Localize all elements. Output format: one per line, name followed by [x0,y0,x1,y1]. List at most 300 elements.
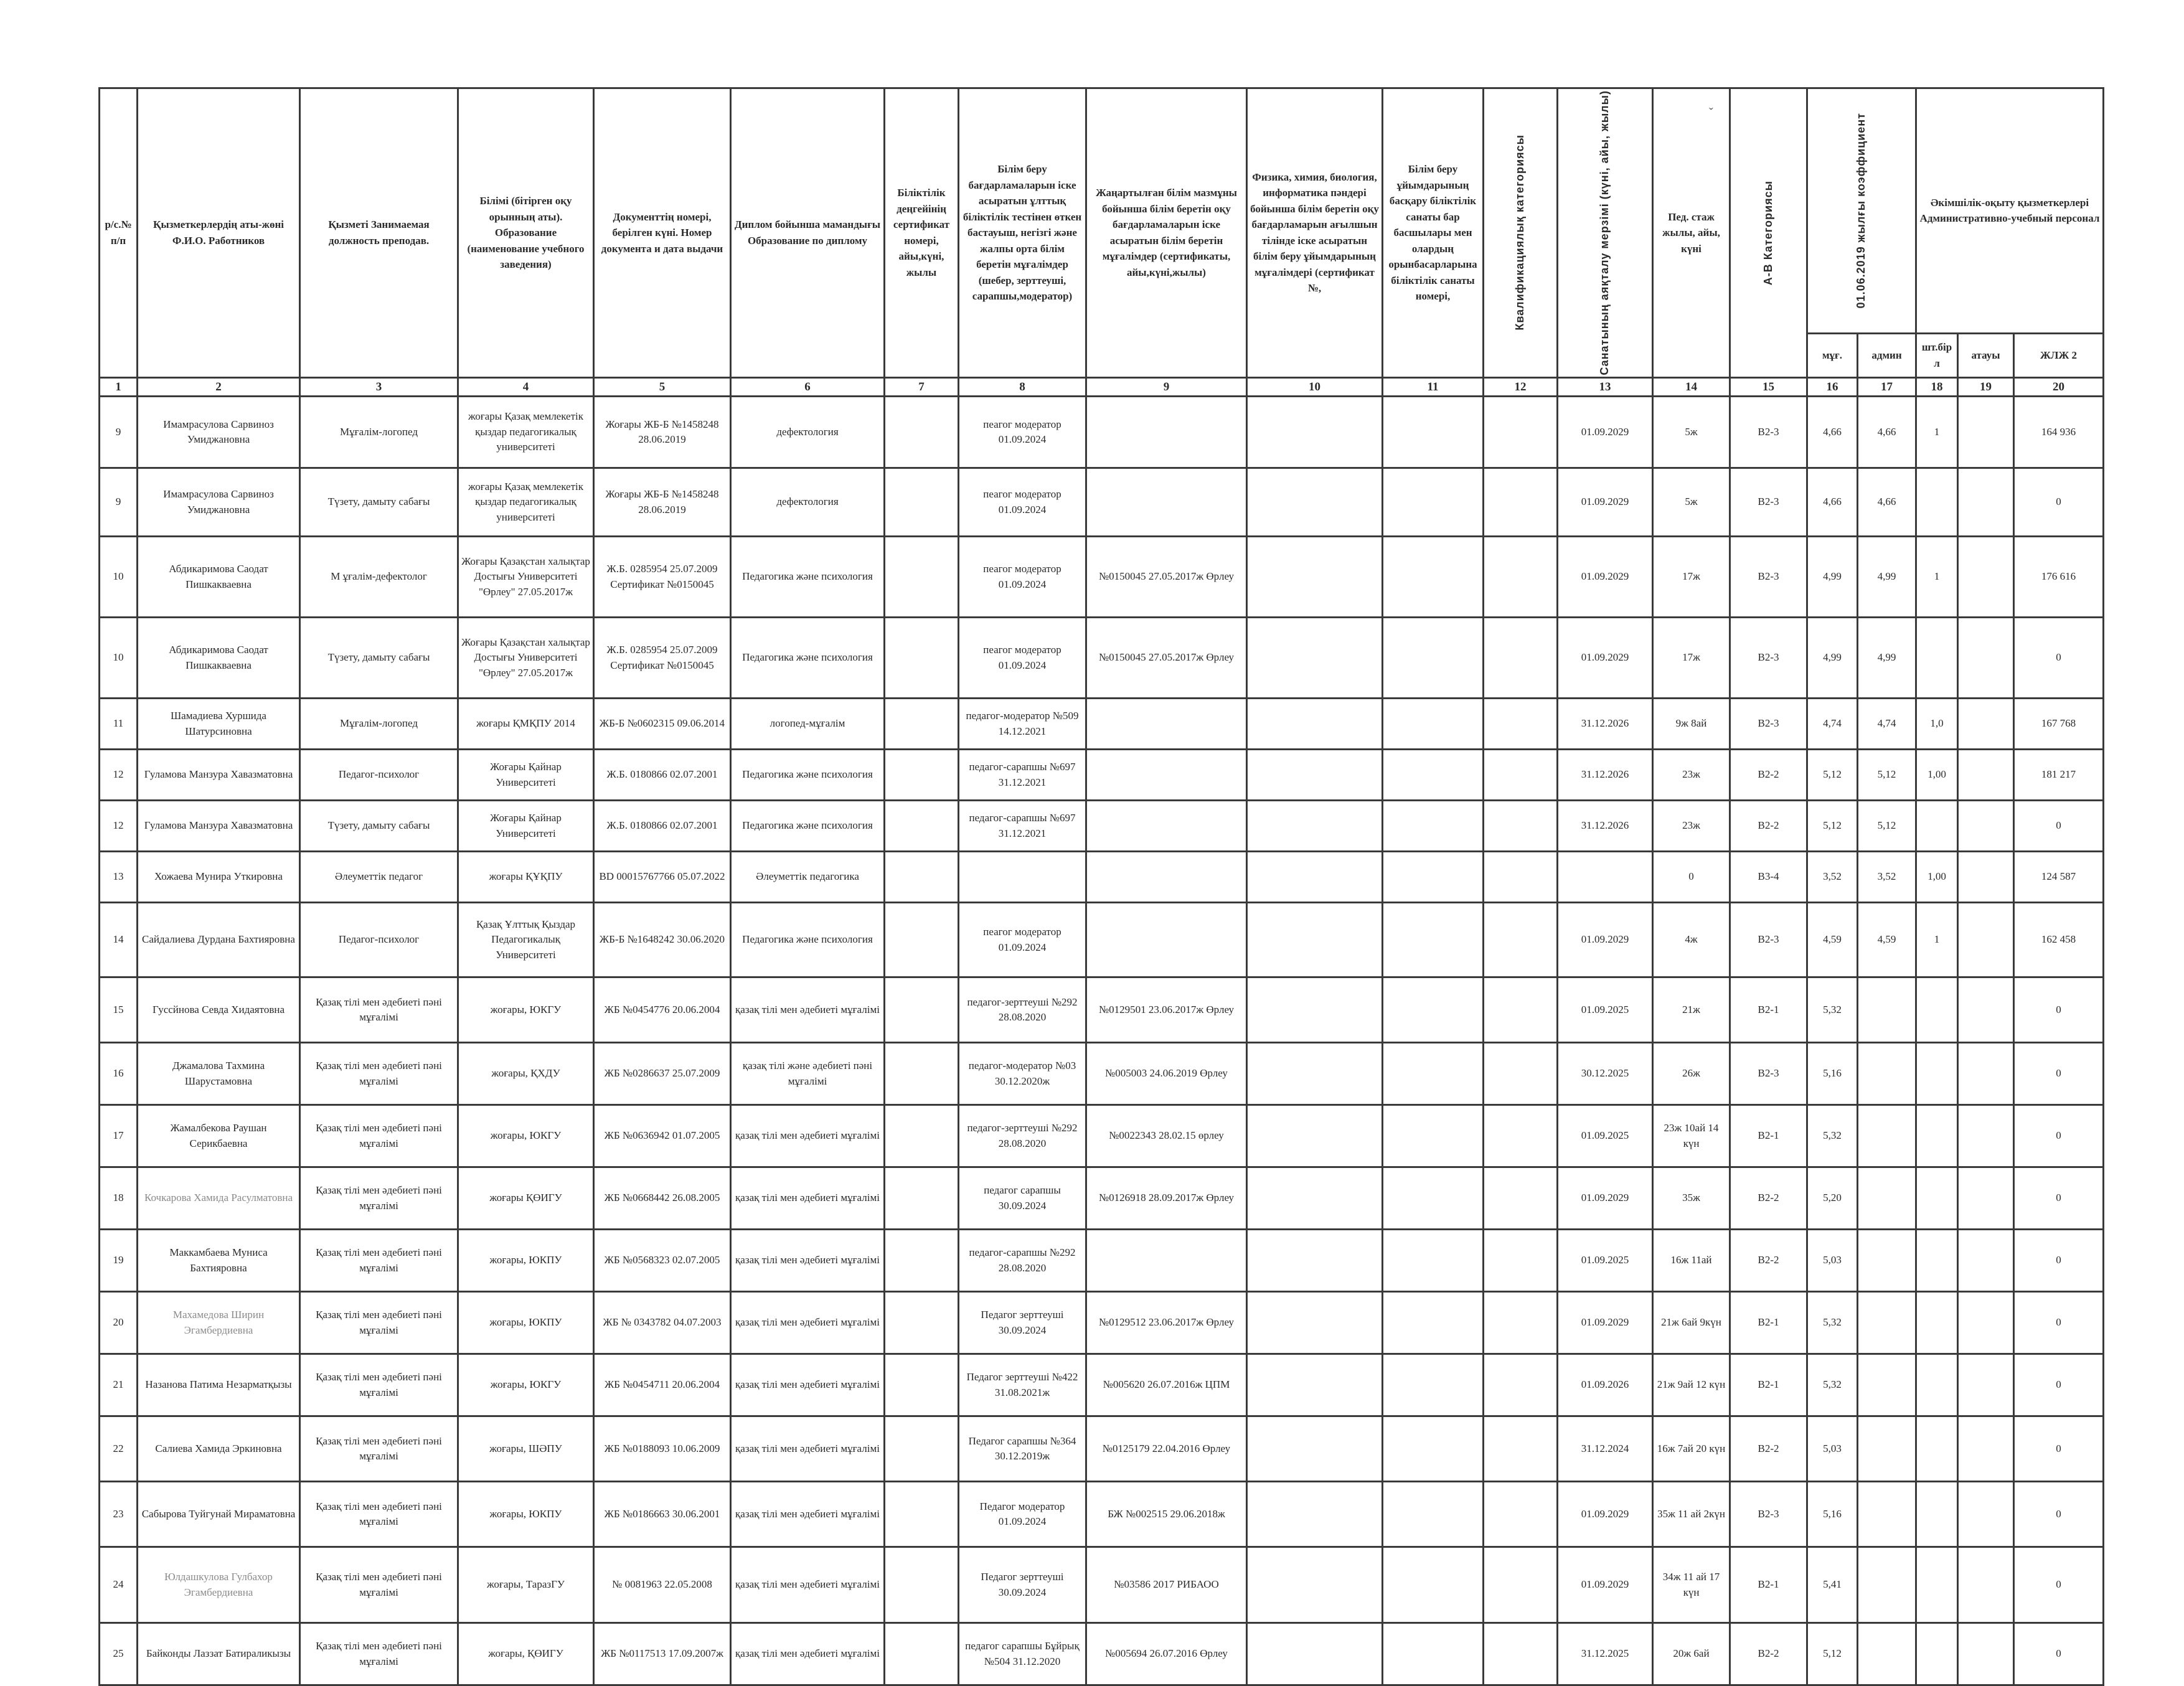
education: жоғары, ШӘПУ [458,1416,594,1482]
staff-units [1916,977,1958,1043]
row-number: 9 [100,468,138,537]
ab-category: В2-3 [1730,903,1807,977]
category-expiry: 01.09.2025 [1558,977,1653,1043]
management-category [1383,1167,1484,1230]
table-body [100,397,2104,1685]
updated-content-cert [1086,903,1247,977]
management-category [1383,903,1484,977]
updated-content-cert: №0129501 23.06.2017ж Өрлеу [1086,977,1247,1043]
qualification-cert [885,1482,959,1547]
category-expiry: 31.12.2026 [1558,801,1653,852]
salary: 0 [2014,1043,2104,1105]
ped-experience: 21ж 6ай 9күн [1653,1292,1730,1354]
table-row [100,468,2104,537]
category-expiry: 01.09.2025 [1558,1230,1653,1292]
updated-content-cert: №0150045 27.05.2017ж Өрлеу [1086,618,1247,699]
column-number: 13 [1558,377,1653,397]
header-english-stem: Физика, химия, биология, информатика пәндері бойынша білім беретін оқу бағдарламарын ағылшын тілінде іске асыратын білім беру ұйымдарының мұғалімдері (сертификат №, [1247,88,1383,378]
coef-teacher: 5,20 [1807,1167,1858,1230]
salary: 0 [2014,801,2104,852]
employee-name: Жамалбекова Раушан Серикбаевна [138,1105,300,1167]
national-test: пеагог модератор 01.09.2024 [959,468,1086,537]
column-number: 12 [1484,377,1558,397]
diploma-specialty: қазақ тілі мен әдебиеті мұғалімі [731,977,885,1043]
employee-name: Гуламова Манзура Хавазматовна [138,750,300,801]
table-row [100,1230,2104,1292]
title [1958,903,2014,977]
document: Жоғары ЖБ-Б №1458248 28.06.2019 [594,397,731,468]
coef-teacher: 5,32 [1807,1354,1858,1416]
category-expiry: 31.12.2025 [1558,1623,1653,1685]
header-updated-content: Жаңартылған білім мазмұны бойынша білім беретін оқу бағдарламаларын іске асыратын білім беретін мұғалімдер (сертификаты, айы,күні,жылы) [1086,88,1247,378]
document: ЖБ №0186663 30.06.2001 [594,1482,731,1547]
column-number: 15 [1730,377,1807,397]
coef-admin [1858,1547,1916,1623]
position: Қазақ тілі мен әдебиеті пәні мұғалімі [300,1292,458,1354]
table-row [100,397,2104,468]
management-category [1383,1105,1484,1167]
row-number: 13 [100,852,138,903]
employee-name: Гуламова Манзура Хавазматовна [138,801,300,852]
ped-experience: 34ж 11 ай 17 күн [1653,1547,1730,1623]
ab-category: В2-2 [1730,1167,1807,1230]
education: жоғары ҚМҚПУ 2014 [458,699,594,750]
diploma-specialty: қазақ тілі мен әдебиеті мұғалімі [731,1167,885,1230]
management-category [1383,397,1484,468]
document: ЖБ №0117513 17.09.2007ж [594,1623,731,1685]
employee-name: Кочкарова Хамида Расулматовна [138,1167,300,1230]
diploma-specialty: қазақ тілі мен әдебиеті мұғалімі [731,1416,885,1482]
salary: 0 [2014,468,2104,537]
table-row [100,699,2104,750]
management-category [1383,1623,1484,1685]
diploma-specialty: қазақ тілі мен әдебиеті мұғалімі [731,1105,885,1167]
ped-experience: 21ж 9ай 12 күн [1653,1354,1730,1416]
national-test: Педагог зерттеуші №422 31.08.2021ж [959,1354,1086,1416]
salary: 0 [2014,1547,2104,1623]
updated-content-cert: №005003 24.06.2019 Өрлеу [1086,1043,1247,1105]
table-row [100,1167,2104,1230]
english-stem-cert [1247,1292,1383,1354]
category-expiry: 31.12.2026 [1558,699,1653,750]
staff-units [1916,1416,1958,1482]
qualification-cert [885,1547,959,1623]
row-number: 10 [100,537,138,618]
diploma-specialty: Педагогика және психология [731,618,885,699]
row-number: 15 [100,977,138,1043]
table-row [100,1416,2104,1482]
updated-content-cert: №03586 2017 РИБАОО [1086,1547,1247,1623]
education: жоғары ҚҰҚПУ [458,852,594,903]
qualification-cert [885,1167,959,1230]
education: жоғары, ТаразГУ [458,1547,594,1623]
qualification-cert [885,1354,959,1416]
english-stem-cert [1247,977,1383,1043]
english-stem-cert [1247,1416,1383,1482]
employee-name: Сабырова Туйгунай Мираматовна [138,1482,300,1547]
ab-category: В2-1 [1730,1547,1807,1623]
employee-name: Салиева Хамида Эркиновна [138,1416,300,1482]
title [1958,1292,2014,1354]
position: Қазақ тілі мен әдебиеті пәні мұғалімі [300,1354,458,1416]
english-stem-cert [1247,1230,1383,1292]
staff-units: 1 [1916,397,1958,468]
qualification-category [1484,801,1558,852]
header-admin-staff: Әкімшілік-оқыту қызметкерлері Административно-учебный персонал [1916,88,2104,334]
ab-category: В2-3 [1730,537,1807,618]
diploma-specialty: Педагогика және психология [731,537,885,618]
management-category [1383,1292,1484,1354]
english-stem-cert [1247,1043,1383,1105]
document: ЖБ №0188093 10.06.2009 [594,1416,731,1482]
position: Мұғалім-логопед [300,397,458,468]
coef-teacher: 5,41 [1807,1547,1858,1623]
employee-name: Назанова Патима Незарматқызы [138,1354,300,1416]
title [1958,1043,2014,1105]
category-expiry: 01.09.2026 [1558,1354,1653,1416]
title [1958,750,2014,801]
column-number: 5 [594,377,731,397]
salary: 176 616 [2014,537,2104,618]
position: Қазақ тілі мен әдебиеті пәні мұғалімі [300,1230,458,1292]
position: Қазақ тілі мен әдебиеті пәні мұғалімі [300,1167,458,1230]
header-row-number: р/с.№ п/п [100,88,138,378]
english-stem-cert [1247,1167,1383,1230]
document: Ж.Б. 0285954 25.07.2009 Сертификат №0150045 [594,618,731,699]
document: BD 00015767766 05.07.2022 [594,852,731,903]
row-number: 9 [100,397,138,468]
category-expiry: 01.09.2029 [1558,618,1653,699]
table-row [100,1547,2104,1623]
salary: 0 [2014,1292,2104,1354]
table-row [100,1482,2104,1547]
title [1958,1547,2014,1623]
ab-category: В2-2 [1730,801,1807,852]
updated-content-cert: №005694 26.07.2016 Өрлеу [1086,1623,1247,1685]
updated-content-cert: №005620 26.07.2016ж ЦПМ [1086,1354,1247,1416]
header-education: Білімі (бітірген оқу орынның аты). Образование (наименование учебного заведения) [458,88,594,378]
document: ЖБ №0668442 26.08.2005 [594,1167,731,1230]
qualification-category [1484,1547,1558,1623]
table-row [100,1043,2104,1105]
education: жоғары, ЮКПУ [458,1292,594,1354]
title [1958,397,2014,468]
category-expiry: 01.09.2029 [1558,903,1653,977]
education: жоғары, ЮКГУ [458,1354,594,1416]
staff-units [1916,1105,1958,1167]
qualification-category [1484,1167,1558,1230]
column-number: 10 [1247,377,1383,397]
management-category [1383,618,1484,699]
qualification-cert [885,801,959,852]
qualification-category [1484,1482,1558,1547]
national-test: педагог-модератор №509 14.12.2021 [959,699,1086,750]
employee-name: Шамадиева Хуршида Шатурсиновна [138,699,300,750]
ab-category: В2-1 [1730,1354,1807,1416]
coef-teacher: 4,74 [1807,699,1858,750]
qualification-category [1484,397,1558,468]
header-qualification-category [1484,88,1558,378]
qualification-cert [885,1623,959,1685]
position: Түзету, дамыту сабағы [300,801,458,852]
qualification-cert [885,618,959,699]
qualification-category [1484,468,1558,537]
title [1958,699,2014,750]
row-number: 10 [100,618,138,699]
coef-teacher: 5,03 [1807,1230,1858,1292]
row-number: 16 [100,1043,138,1105]
column-number: 19 [1958,377,2014,397]
title [1958,1623,2014,1685]
header-title: атауы [1958,333,2014,377]
column-number: 8 [959,377,1086,397]
management-category [1383,1482,1484,1547]
qualification-category [1484,1292,1558,1354]
salary: 0 [2014,1105,2104,1167]
ped-experience: 4ж [1653,903,1730,977]
ab-category: В2-3 [1730,397,1807,468]
table-row [100,537,2104,618]
row-number: 12 [100,801,138,852]
salary: 0 [2014,1482,2104,1547]
coef-admin [1858,1105,1916,1167]
ab-category: В2-3 [1730,1482,1807,1547]
diploma-specialty: Әлеуметтік педагогика [731,852,885,903]
ped-experience: 17ж [1653,618,1730,699]
coef-teacher: 5,12 [1807,750,1858,801]
document: ЖБ №0454776 20.06.2004 [594,977,731,1043]
national-test: педагог сарапшы 30.09.2024 [959,1167,1086,1230]
position: Түзету, дамыту сабағы [300,468,458,537]
coef-teacher: 5,12 [1807,1623,1858,1685]
coef-teacher: 5,32 [1807,1105,1858,1167]
salary: 0 [2014,618,2104,699]
coef-teacher: 4,99 [1807,537,1858,618]
document: ЖБ-Б №1648242 30.06.2020 [594,903,731,977]
position: Қазақ тілі мен әдебиеті пәні мұғалімі [300,1416,458,1482]
document: ЖБ №0636942 01.07.2005 [594,1105,731,1167]
salary: 0 [2014,1167,2104,1230]
ped-experience: 9ж 8ай [1653,699,1730,750]
coef-teacher: 5,32 [1807,977,1858,1043]
coef-admin [1858,1230,1916,1292]
ab-category: В2-1 [1730,1105,1807,1167]
english-stem-cert [1247,903,1383,977]
management-category [1383,1416,1484,1482]
ped-experience: 35ж [1653,1167,1730,1230]
coef-teacher: 5,12 [1807,801,1858,852]
coef-admin [1858,1043,1916,1105]
header-full-name: Қызметкерлердің аты-жөні Ф.И.О. Работников [138,88,300,378]
management-category [1383,750,1484,801]
english-stem-cert [1247,699,1383,750]
position: Мұғалім-логопед [300,699,458,750]
coef-admin: 5,12 [1858,801,1916,852]
employee-name: Маккамбаева Муниса Бахтияровна [138,1230,300,1292]
staff-units [1916,1230,1958,1292]
ped-experience: 5ж [1653,397,1730,468]
diploma-specialty: қазақ тілі мен әдебиеті мұғалімі [731,1623,885,1685]
header-management-category: Білім беру ұйымдарының басқару біліктілік санаты бар басшылары мен олардың орынбасарларына біліктілік санаты номері, [1383,88,1484,378]
updated-content-cert [1086,397,1247,468]
coef-teacher: 4,59 [1807,903,1858,977]
qualification-category [1484,699,1558,750]
salary: 0 [2014,1354,2104,1416]
category-expiry: 01.09.2029 [1558,1547,1653,1623]
education: жоғары, ЮКПУ [458,1482,594,1547]
salary: 124 587 [2014,852,2104,903]
column-number: 16 [1807,377,1858,397]
qualification-category [1484,537,1558,618]
position: Әлеуметтік педагог [300,852,458,903]
column-number: 2 [138,377,300,397]
table-row [100,977,2104,1043]
employee-name: Гуссйнова Севда Хидаятовна [138,977,300,1043]
table-row [100,801,2104,852]
education: Жоғары Қазақстан халықтар Достығы Университеті "Өрлеу" 27.05.2017ж [458,537,594,618]
document: № 0081963 22.05.2008 [594,1547,731,1623]
category-expiry: 31.12.2024 [1558,1416,1653,1482]
row-number: 22 [100,1416,138,1482]
title [1958,537,2014,618]
salary: 0 [2014,1623,2104,1685]
national-test: Педагог модератор 01.09.2024 [959,1482,1086,1547]
english-stem-cert [1247,1354,1383,1416]
national-test: педагог-модератор №03 30.12.2020ж [959,1043,1086,1105]
staff-units: 1,00 [1916,750,1958,801]
document: ЖБ №0454711 20.06.2004 [594,1354,731,1416]
ab-category: В2-3 [1730,468,1807,537]
coef-teacher: 5,32 [1807,1292,1858,1354]
employee-name: Абдикаримова Саодат Пишкакваевна [138,618,300,699]
ped-experience: 20ж 6ай [1653,1623,1730,1685]
qualification-category [1484,750,1558,801]
national-test: пеагог модератор 01.09.2024 [959,397,1086,468]
diploma-specialty: қазақ тілі мен әдебиеті мұғалімі [731,1354,885,1416]
ped-experience: 16ж 11ай [1653,1230,1730,1292]
ped-experience: 23ж [1653,750,1730,801]
diploma-specialty: қазақ тілі мен әдебиеті мұғалімі [731,1547,885,1623]
position: Түзету, дамыту сабағы [300,618,458,699]
row-number: 11 [100,699,138,750]
updated-content-cert: №0150045 27.05.2017ж Өрлеу [1086,537,1247,618]
title [1958,977,2014,1043]
employee-name: Имамрасулова Сарвиноз Умиджановна [138,468,300,537]
qualification-category [1484,852,1558,903]
management-category [1383,1043,1484,1105]
column-number: 4 [458,377,594,397]
row-number: 21 [100,1354,138,1416]
column-number: 9 [1086,377,1247,397]
qualification-cert [885,852,959,903]
ped-experience: 17ж [1653,537,1730,618]
column-number: 17 [1858,377,1916,397]
national-test: педагог-сарапшы №697 31.12.2021 [959,750,1086,801]
row-number: 25 [100,1623,138,1685]
document: Ж.Б. 0180866 02.07.2001 [594,801,731,852]
national-test: педагог-зерттеуші №292 28.08.2020 [959,1105,1086,1167]
ab-category: В2-2 [1730,750,1807,801]
row-number: 23 [100,1482,138,1547]
column-number: 7 [885,377,959,397]
coef-admin: 4,66 [1858,397,1916,468]
position: Қазақ тілі мен әдебиеті пәні мұғалімі [300,1105,458,1167]
education: жоғары, ЮКГУ [458,977,594,1043]
national-test [959,852,1086,903]
qualification-cert [885,903,959,977]
education: жоғары ҚӨИГУ [458,1167,594,1230]
english-stem-cert [1247,397,1383,468]
ped-experience: 0 [1653,852,1730,903]
employee-name: Имамрасулова Сарвиноз Умиджановна [138,397,300,468]
national-test: педагог сарапшы Бұйрық №504 31.12.2020 [959,1623,1086,1685]
ab-category: В2-1 [1730,977,1807,1043]
column-number: 6 [731,377,885,397]
position: М ұғалім-дефектолог [300,537,458,618]
national-test: Педагог сарапшы №364 30.12.2019ж [959,1416,1086,1482]
category-expiry [1558,852,1653,903]
salary: 167 768 [2014,699,2104,750]
english-stem-cert [1247,852,1383,903]
ped-experience: 23ж 10ай 14 күн [1653,1105,1730,1167]
header-coefficient-text: 01.06.2019 жылғы коэффициент [1855,113,1868,309]
qualification-category [1484,1230,1558,1292]
position: Педагог-психолог [300,750,458,801]
document: Ж.Б. 0180866 02.07.2001 [594,750,731,801]
ab-category: В2-1 [1730,1292,1807,1354]
staff-units: 1 [1916,537,1958,618]
management-category [1383,977,1484,1043]
row-number: 14 [100,903,138,977]
national-test: пеагог модератор 01.09.2024 [959,903,1086,977]
coef-teacher: 4,99 [1807,618,1858,699]
employee-name: Джамалова Тахмина Шарустамовна [138,1043,300,1105]
management-category [1383,699,1484,750]
qualification-category [1484,618,1558,699]
coef-teacher: 4,66 [1807,397,1858,468]
english-stem-cert [1247,1623,1383,1685]
table-row [100,1105,2104,1167]
coef-admin [1858,1623,1916,1685]
title [1958,468,2014,537]
salary: 164 936 [2014,397,2104,468]
english-stem-cert [1247,537,1383,618]
coef-teacher: 5,16 [1807,1043,1858,1105]
title [1958,1167,2014,1230]
title [1958,1105,2014,1167]
english-stem-cert [1247,1105,1383,1167]
category-expiry: 01.09.2025 [1558,1105,1653,1167]
header-position: Қызметі Занимаемая должность преподав. [300,88,458,378]
staff-units [1916,1292,1958,1354]
updated-content-cert [1086,699,1247,750]
staff-units [1916,1623,1958,1685]
coef-admin: 4,74 [1858,699,1916,750]
diploma-specialty: Педагогика және психология [731,750,885,801]
updated-content-cert: №0129512 23.06.2017ж Өрлеу [1086,1292,1247,1354]
title [1958,618,2014,699]
category-expiry: 01.09.2029 [1558,468,1653,537]
coef-admin: 4,99 [1858,537,1916,618]
education: Жоғары Қазақстан халықтар Достығы Университеті "Өрлеу" 27.05.2017ж [458,618,594,699]
header-coefficient [1807,88,1916,334]
qualification-cert [885,1416,959,1482]
header-diploma-specialty: Диплом бойынша мамандығы Образование по диплому [731,88,885,378]
row-number: 20 [100,1292,138,1354]
document: ЖБ №0286637 25.07.2009 [594,1043,731,1105]
category-expiry: 01.09.2029 [1558,1482,1653,1547]
qualification-category [1484,1623,1558,1685]
